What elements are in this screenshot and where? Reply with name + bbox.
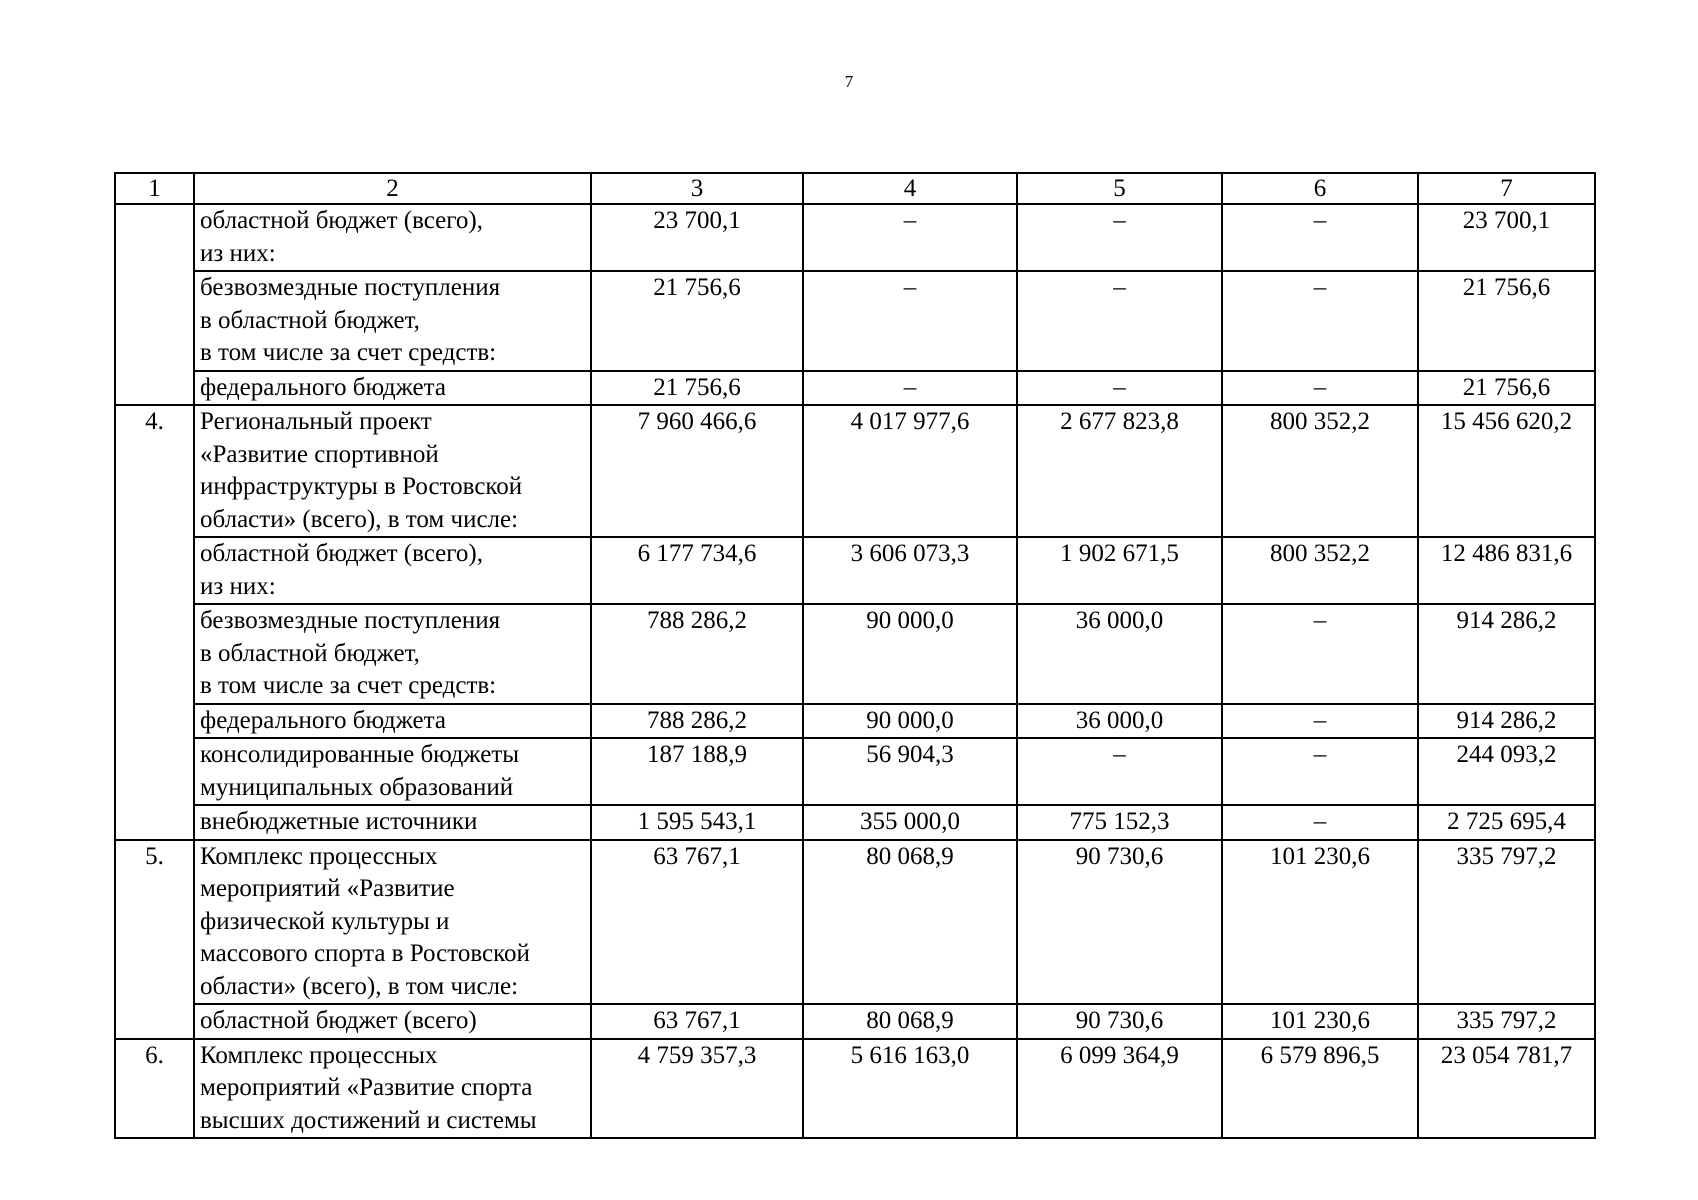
value-cell: 21 756,6 <box>1418 371 1595 406</box>
value-cell: 1 595 543,1 <box>591 805 803 840</box>
table-row <box>115 1039 1595 1139</box>
budget-table <box>114 172 1596 1139</box>
value-cell: 775 152,3 <box>1017 805 1222 840</box>
value-cell: – <box>1017 738 1222 805</box>
value-cell: 90 730,6 <box>1017 1004 1222 1039</box>
table-row <box>115 1004 1595 1039</box>
row-index-cell <box>115 204 194 405</box>
value-cell: – <box>803 204 1017 271</box>
column-number: 1 <box>115 173 194 204</box>
value-cell: 90 000,0 <box>803 604 1017 704</box>
value-cell: 355 000,0 <box>803 805 1017 840</box>
value-cell: 800 352,2 <box>1222 537 1418 604</box>
value-cell: 800 352,2 <box>1222 405 1418 537</box>
value-cell: – <box>1222 204 1418 271</box>
row-label: федерального бюджета <box>194 371 591 406</box>
table-row <box>115 371 1595 406</box>
row-index-cell: 6. <box>115 1039 194 1139</box>
value-cell: 4 017 977,6 <box>803 405 1017 537</box>
column-number: 5 <box>1017 173 1222 204</box>
column-number: 6 <box>1222 173 1418 204</box>
value-cell: 335 797,2 <box>1418 840 1595 1005</box>
table-row <box>115 840 1595 1005</box>
value-cell: 187 188,9 <box>591 738 803 805</box>
value-cell: 23 700,1 <box>591 204 803 271</box>
value-cell: 788 286,2 <box>591 704 803 739</box>
value-cell: 23 700,1 <box>1418 204 1595 271</box>
column-number: 4 <box>803 173 1017 204</box>
row-label: областной бюджет (всего), из них: <box>194 537 591 604</box>
row-label: безвозмездные поступления в областной бюджет, в том числе за счет средств: <box>194 604 591 704</box>
value-cell: 7 960 466,6 <box>591 405 803 537</box>
row-label: областной бюджет (всего), из них: <box>194 204 591 271</box>
value-cell: 63 767,1 <box>591 840 803 1005</box>
value-cell: 36 000,0 <box>1017 604 1222 704</box>
value-cell: 101 230,6 <box>1222 1004 1418 1039</box>
value-cell: 4 759 357,3 <box>591 1039 803 1139</box>
value-cell: – <box>1017 371 1222 406</box>
value-cell: 21 756,6 <box>1418 271 1595 371</box>
value-cell: 21 756,6 <box>591 271 803 371</box>
row-label: Комплекс процессных мероприятий «Развитие физической культуры и массового спорта в Ростовской области» (всего), в том числе: <box>194 840 591 1005</box>
row-label: консолидированные бюджеты муниципальных образований <box>194 738 591 805</box>
value-cell: 914 286,2 <box>1418 604 1595 704</box>
value-cell: – <box>803 371 1017 406</box>
value-cell: 90 000,0 <box>803 704 1017 739</box>
value-cell: 3 606 073,3 <box>803 537 1017 604</box>
table-row <box>115 738 1595 805</box>
value-cell: 23 054 781,7 <box>1418 1039 1595 1139</box>
value-cell: 788 286,2 <box>591 604 803 704</box>
value-cell: 244 093,2 <box>1418 738 1595 805</box>
value-cell: 6 177 734,6 <box>591 537 803 604</box>
value-cell: – <box>1017 204 1222 271</box>
page-number: 7 <box>844 72 854 91</box>
value-cell: 2 677 823,8 <box>1017 405 1222 537</box>
value-cell: – <box>1222 738 1418 805</box>
table-row <box>115 604 1595 704</box>
value-cell: – <box>1222 704 1418 739</box>
value-cell: 335 797,2 <box>1418 1004 1595 1039</box>
row-label: Комплекс процессных мероприятий «Развитие спорта высших достижений и системы <box>194 1039 591 1139</box>
value-cell: 80 068,9 <box>803 840 1017 1005</box>
row-label: Региональный проект «Развитие спортивной инфраструктуры в Ростовской области» (всего), в том числе: <box>194 405 591 537</box>
value-cell: 5 616 163,0 <box>803 1039 1017 1139</box>
row-label: областной бюджет (всего) <box>194 1004 591 1039</box>
value-cell: 36 000,0 <box>1017 704 1222 739</box>
row-label: безвозмездные поступления в областной бюджет, в том числе за счет средств: <box>194 271 591 371</box>
value-cell: – <box>1017 271 1222 371</box>
value-cell: 6 579 896,5 <box>1222 1039 1418 1139</box>
value-cell: 21 756,6 <box>591 371 803 406</box>
column-number-row <box>115 173 1595 204</box>
value-cell: 6 099 364,9 <box>1017 1039 1222 1139</box>
table-row <box>115 271 1595 371</box>
row-label: внебюджетные источники <box>194 805 591 840</box>
table-row <box>115 805 1595 840</box>
value-cell: 914 286,2 <box>1418 704 1595 739</box>
value-cell: 101 230,6 <box>1222 840 1418 1005</box>
value-cell: – <box>1222 805 1418 840</box>
value-cell: 12 486 831,6 <box>1418 537 1595 604</box>
table-row <box>115 204 1595 271</box>
row-index-cell: 4. <box>115 405 194 840</box>
value-cell: – <box>1222 371 1418 406</box>
value-cell: – <box>1222 604 1418 704</box>
value-cell: – <box>803 271 1017 371</box>
row-index-cell: 5. <box>115 840 194 1039</box>
value-cell: 2 725 695,4 <box>1418 805 1595 840</box>
column-number: 3 <box>591 173 803 204</box>
value-cell: 15 456 620,2 <box>1418 405 1595 537</box>
value-cell: 90 730,6 <box>1017 840 1222 1005</box>
column-number: 2 <box>194 173 591 204</box>
value-cell: 56 904,3 <box>803 738 1017 805</box>
table-row <box>115 537 1595 604</box>
table-row <box>115 704 1595 739</box>
column-number: 7 <box>1418 173 1595 204</box>
table-row <box>115 405 1595 537</box>
value-cell: – <box>1222 271 1418 371</box>
value-cell: 80 068,9 <box>803 1004 1017 1039</box>
value-cell: 63 767,1 <box>591 1004 803 1039</box>
value-cell: 1 902 671,5 <box>1017 537 1222 604</box>
row-label: федерального бюджета <box>194 704 591 739</box>
